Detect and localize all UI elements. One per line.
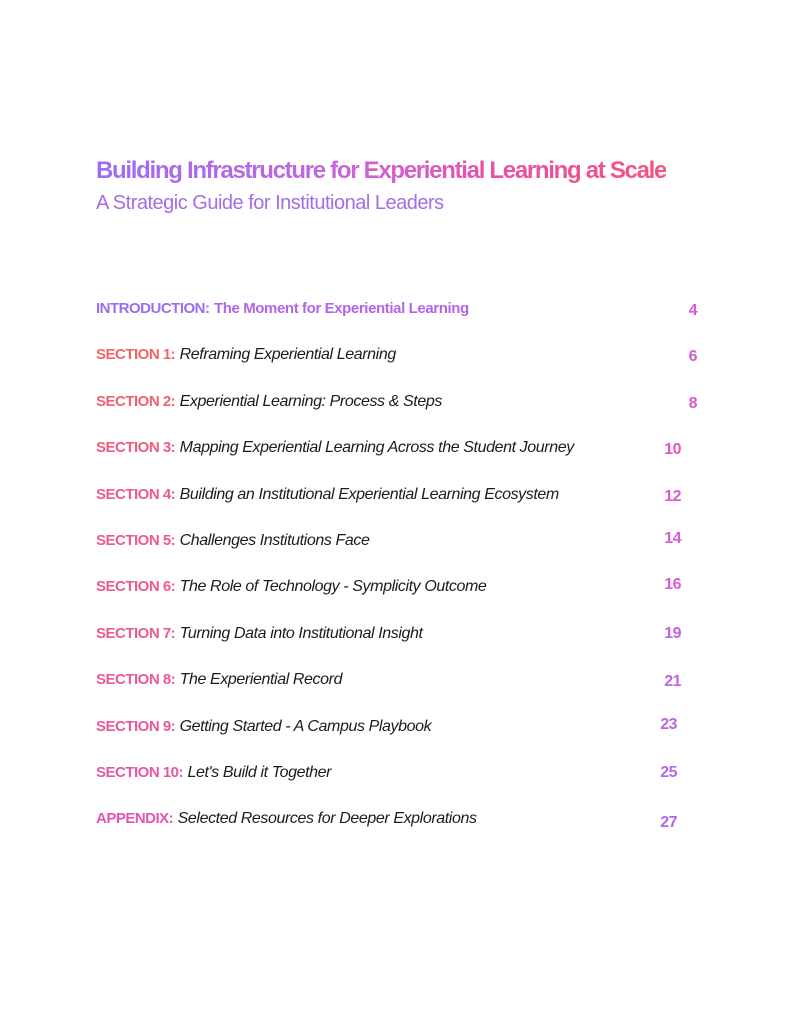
toc-entry-page-number: 25 [660,763,677,781]
toc-entry-label [96,528,369,554]
toc-entry-page-number: 10 [664,441,681,459]
toc-entry[interactable] [96,574,696,620]
toc-entry-title: Let's Build it Together [187,763,332,781]
toc-entry-page-number: 4 [688,302,697,319]
toc-entry-prefix: SECTION 10: [96,763,184,781]
toc-entry-label [96,296,469,322]
toc-entry-label [96,806,477,832]
toc-entry-label [96,667,342,693]
toc-entry-label [96,482,559,508]
toc-entry-page-number: 16 [664,576,681,594]
toc-entry-prefix: SECTION 7: [96,624,176,642]
toc-entry-label [96,574,486,600]
toc-entry[interactable] [96,714,696,760]
document-subtitle: A Strategic Guide for Institutional Leaders [96,192,444,214]
toc-entry-label [96,760,331,786]
toc-entry-page-number: 12 [664,487,681,505]
toc-entry-prefix: SECTION 4: [96,485,176,503]
toc-entry-page-number: 27 [660,814,677,832]
toc-entry[interactable] [96,482,696,528]
toc-entry-page-number: 6 [688,348,697,366]
toc-entry[interactable] [96,342,696,388]
toc-entry-prefix: SECTION 6: [96,578,176,596]
toc-entry[interactable] [96,667,696,713]
toc-entry-page-number: 14 [664,529,681,547]
toc-entry-page-number: 8 [688,394,697,412]
toc-entry-prefix: SECTION 2: [96,392,176,410]
toc-entry[interactable] [96,296,696,342]
toc-entry-label [96,342,396,368]
toc-entry-label [96,435,574,461]
table-of-contents [96,296,696,853]
toc-entry-page-number: 19 [664,624,681,642]
toc-entry[interactable] [96,528,696,574]
toc-entry-prefix: SECTION 9: [96,717,176,735]
toc-entry-title: The Moment for Experiential Learning [213,300,469,317]
toc-entry-title: Challenges Institutions Face [179,531,370,549]
toc-entry-prefix: SECTION 8: [96,671,176,689]
toc-entry-title: Reframing Experiential Learning [179,346,396,364]
toc-entry-prefix: SECTION 5: [96,531,176,549]
toc-entry-title: Experiential Learning: Process & Steps [179,392,442,410]
toc-entry-title: The Role of Technology - Symplicity Outcome [179,578,487,596]
toc-entry-title: The Experiential Record [179,671,343,689]
toc-entry-prefix: APPENDIX: [96,810,174,828]
toc-entry[interactable] [96,389,696,435]
toc-entry-title: Building an Institutional Experiential Learning Ecosystem [179,485,559,503]
toc-entry-title: Turning Data into Institutional Insight [179,624,423,642]
toc-entry[interactable] [96,760,696,806]
toc-entry[interactable] [96,621,696,667]
toc-entry-prefix: SECTION 1: [96,346,176,364]
toc-entry-title: Getting Started - A Campus Playbook [179,717,432,735]
toc-entry-page-number: 23 [660,715,677,733]
toc-entry-title: Mapping Experiential Learning Across the Student Journey [179,439,574,457]
toc-entry-label [96,714,431,740]
toc-entry-label [96,389,442,415]
toc-entry-prefix: INTRODUCTION: [96,300,210,317]
toc-entry-prefix: SECTION 3: [96,439,176,457]
toc-entry-page-number: 21 [664,673,681,691]
toc-entry[interactable] [96,806,696,852]
toc-entry-label [96,621,423,647]
toc-entry-title: Selected Resources for Deeper Explorations [177,810,477,828]
toc-entry[interactable] [96,435,696,481]
document-title: Building Infrastructure for Experiential Learning at Scale [96,157,667,184]
